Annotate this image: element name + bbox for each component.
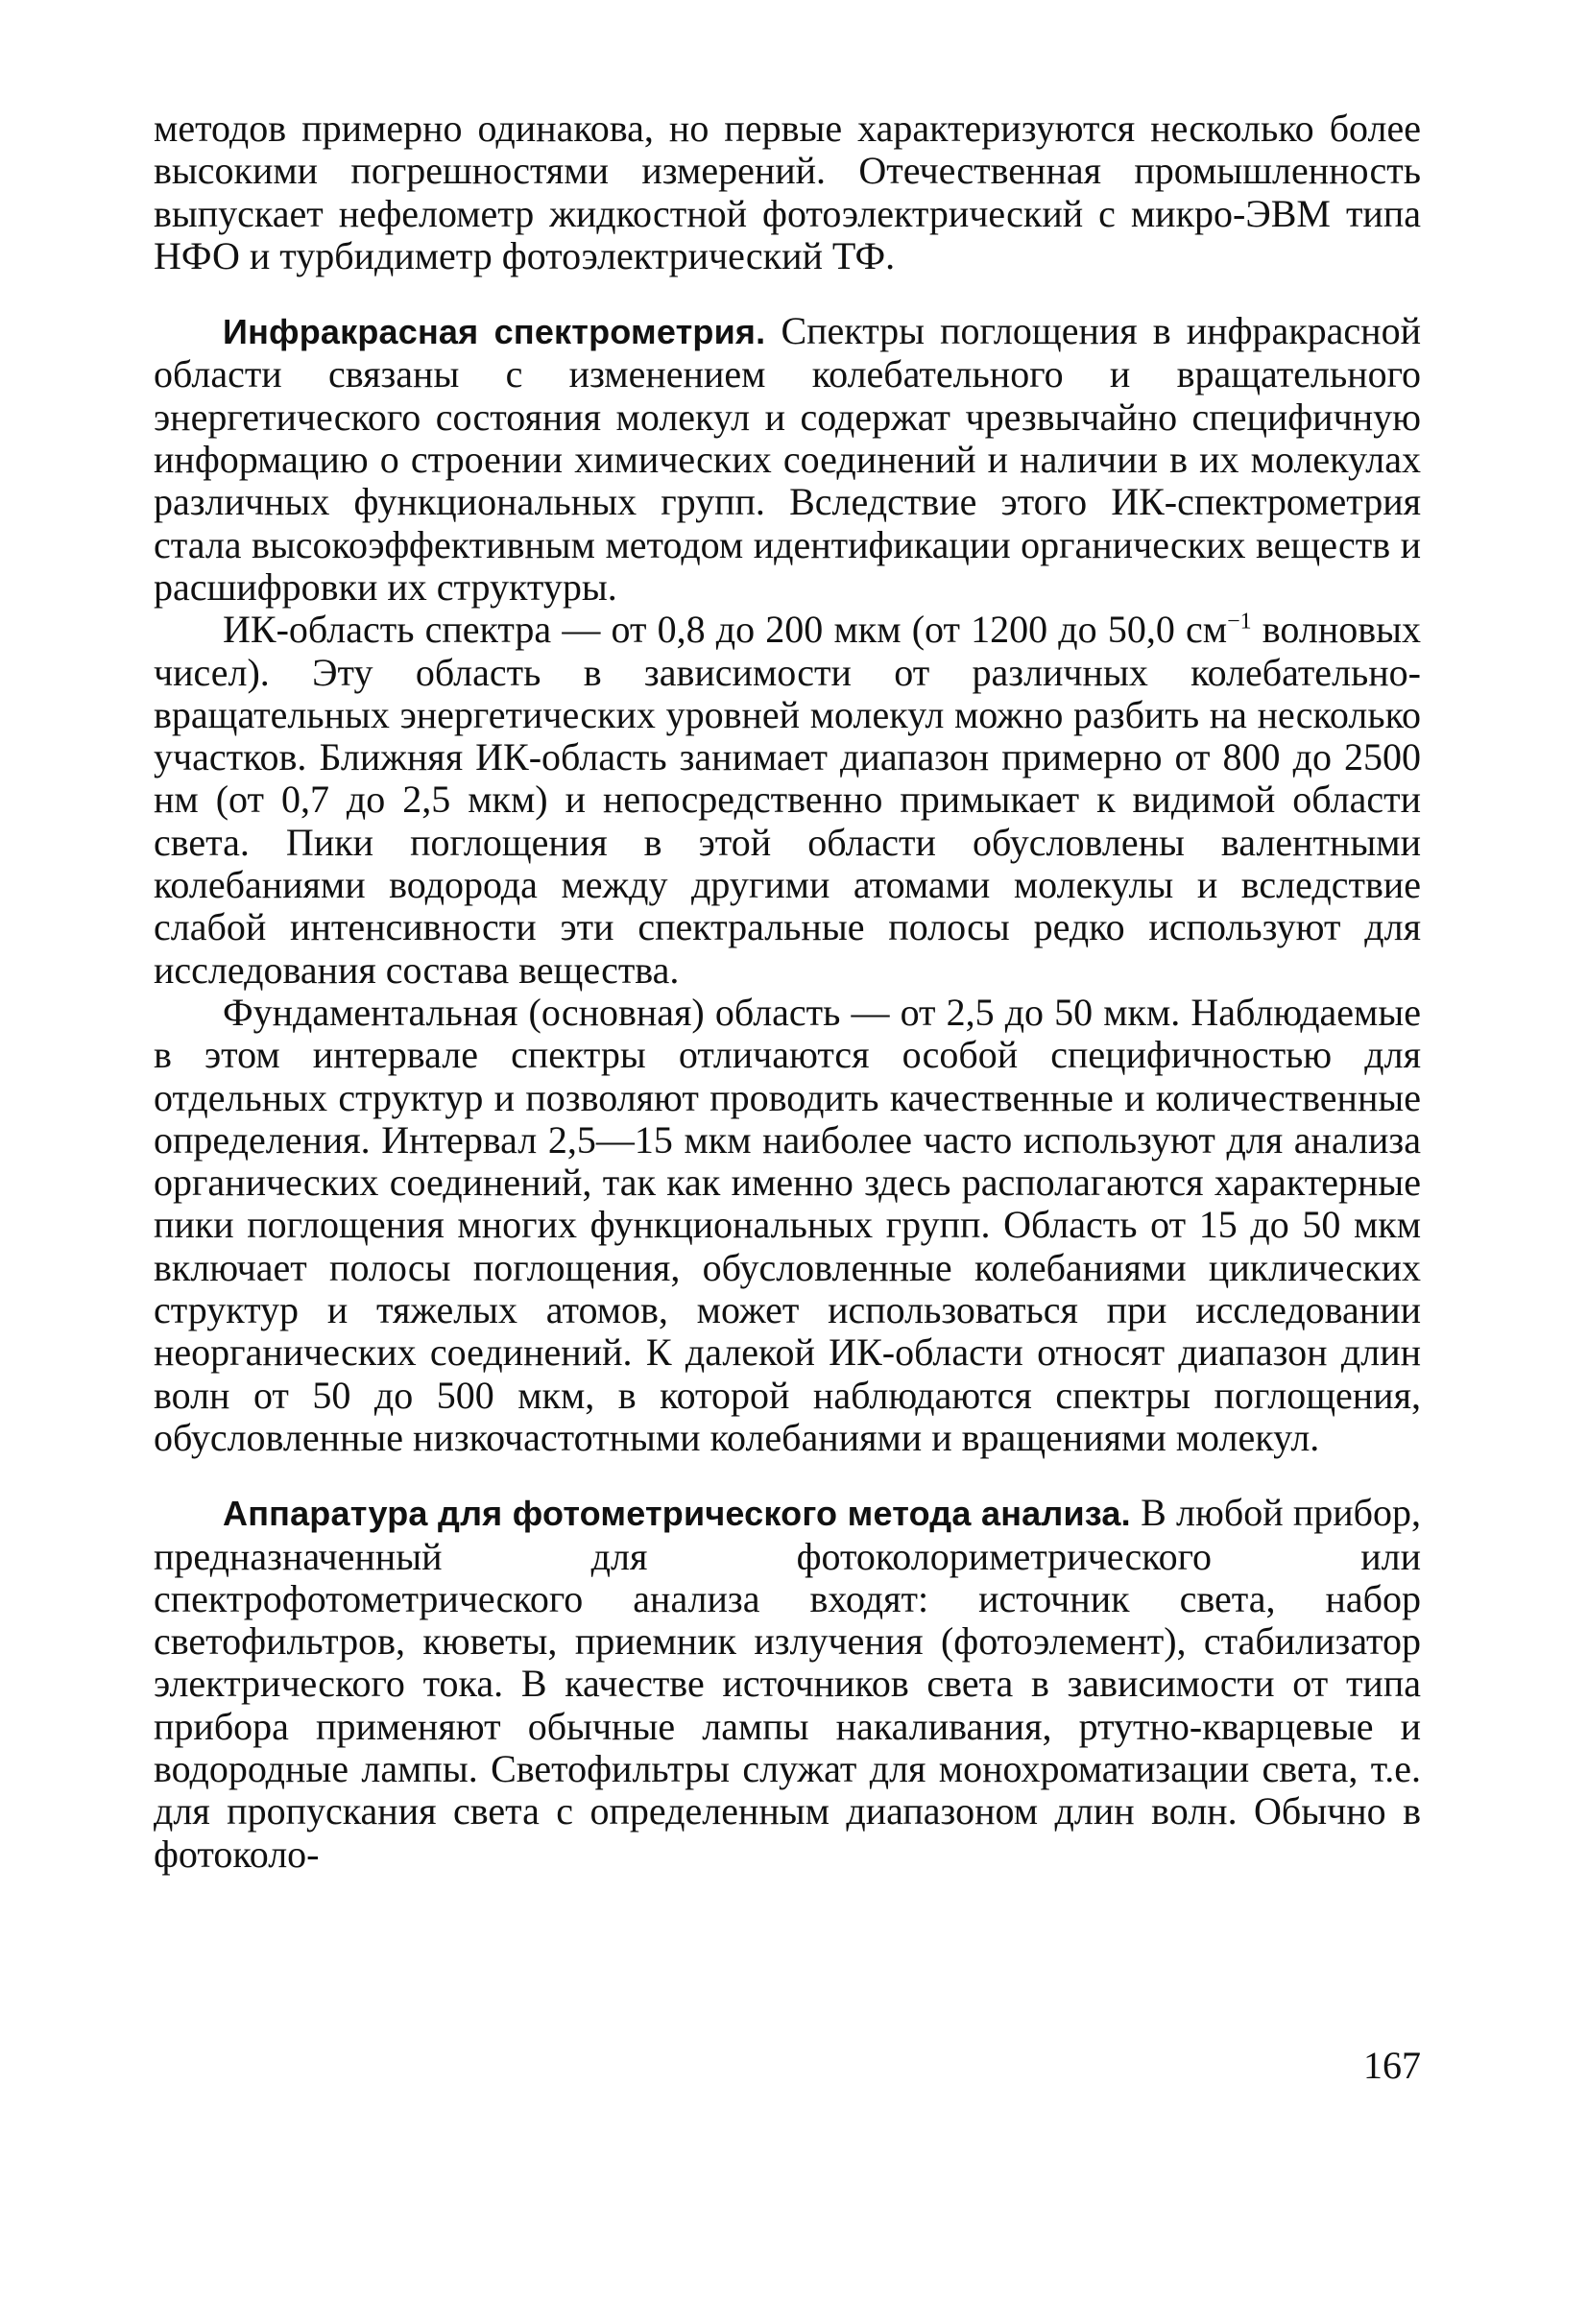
paragraph-infrared-spectrometry [154, 310, 1421, 609]
paragraph-3-text-a: ИК-область спектра — от 0,8 до 200 мкм (от 1200 до 50,0 см [223, 608, 1228, 652]
paragraph-2-text: Спектры поглощения в инфракрасной области связаны с изменением колебательного и вращательного энергетического состояния молекул и содержат чрезвычайно специфичную информацию о строении химических соединений и наличии в их молекулах различных функциональных групп. Вследствие этого ИК-спектрометрия стала высокоэффективным методом идентификации органических веществ и расшифровки их структуры. [154, 309, 1421, 609]
paragraph-fundamental-region [154, 992, 1421, 1459]
paragraph-3-text-b: волновых чисел). Эту область в зависимости от различных колебательно-вращательных энергетических уровней молекул можно разбить на несколько участков. Ближняя ИК-область занимает диапазон примерно от 800 до 2500 нм (от 0,7 до 2,5 мкм) и непосредственно примыкает к видимой области света. Пики поглощения в этой области обусловлены валентными колебаниями водорода между другими атомами молекулы и вследствие слабой интенсивности эти спектральные полосы редко используют для исследования состава вещества. [154, 608, 1422, 992]
page-number: 167 [1363, 2044, 1421, 2087]
page-body [154, 108, 1421, 1876]
section-heading-infrared: Инфракрасная спектрометрия. [223, 312, 766, 352]
paragraph-1-text: методов примерно одинакова, но первые характеризуются несколько более высокими погрешностями измерений. Отечественная промышленность выпускает нефелометр жидкостной фотоэлектрический с микро-ЭВМ типа НФО и турбидиметр фотоэлектрический ТФ. [154, 107, 1421, 277]
paragraph-ir-region [154, 609, 1421, 992]
paragraph-1 [154, 108, 1421, 277]
paragraph-4-text: Фундаментальная (основная) область — от 2,5 до 50 мкм. Наблюдаемые в этом интервале спектры отличаются особой специфичностью для отдельных структур и позволяют проводить качественные и количественные определения. Интервал 2,5—15 мкм наиболее часто используют для анализа органических соединений, так как именно здесь располагаются характерные пики поглощения многих функциональных групп. Область от 15 до 50 мкм включает полосы поглощения, обусловленные колебаниями циклических структур и тяжелых атомов, может использоваться при исследовании неорганических соединений. К далекой ИК-области относят диапазон длин волн от 50 до 500 мкм, в которой наблюдаются спектры поглощения, обусловленные низкочастотными колебаниями и вращениями молекул. [154, 990, 1421, 1459]
paragraph-apparatus [154, 1492, 1421, 1876]
paragraph-5-text: В любой прибор, предназначенный для фотоколориметрического или спектрофотометрического анализа входят: источник света, набор светофильтров, кюветы, приемник излучения (фотоэлемент), стабилизатор электрического тока. В качестве источников света в зависимости от типа прибора применяют обычные лампы накаливания, ртутно-кварцевые и водородные лампы. Светофильтры служат для монохроматизации света, т.е. для пропускания света с определенным диапазоном длин волн. Обычно в фотоколо- [154, 1491, 1421, 1876]
superscript-minus-one: −1 [1227, 609, 1252, 635]
section-heading-apparatus: Аппаратура для фотометрического метода анализа. [223, 1494, 1131, 1534]
